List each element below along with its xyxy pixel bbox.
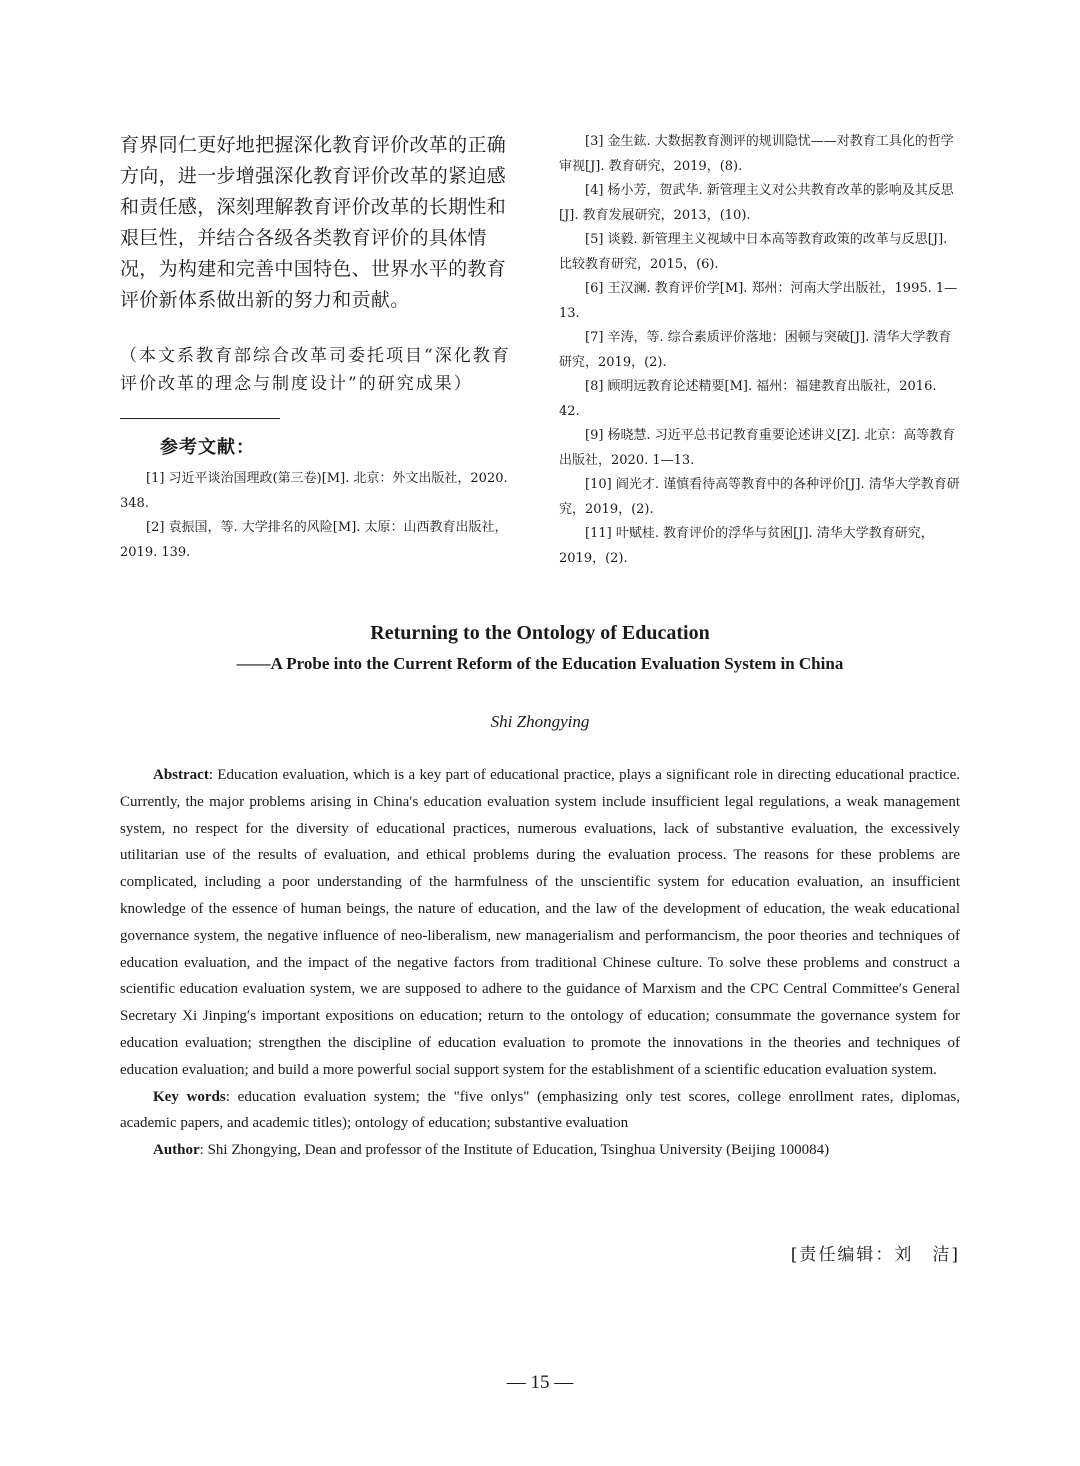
- abstract-paragraph: [120, 762, 960, 1084]
- abstract-label: Abstract: [153, 767, 209, 783]
- english-abstract-block: [120, 762, 960, 1164]
- english-title: Returning to the Ontology of Education: [370, 622, 710, 644]
- body-paragraph: 育界同仁更好地把握深化教育评价改革的正确方向，进一步增强深化教育评价改革的紧迫感和责任感，深刻理解教育评价改革的长期性和艰巨性，并结合各级各类教育评价的具体情况，为构建和完善中国特色、世界水平的教育评价新体系做出新的努力和贡献。: [120, 134, 507, 311]
- reference-item: [8] 顾明远教育论述精要[M]. 福州：福建教育出版社，2016. 42.: [559, 379, 937, 419]
- abstract-text: : Education evaluation, which is a key part of educational practice, plays a significant role in directing educational practice. Currently, the major problems arising in China′s education evaluation system include insufficient legal regulations, a weak management system, no respect for the diversity of educational practices, numerous evaluations, lack of substantive evaluation, the excessively utilitarian use of the results of evaluation, and ethical problems during the evaluation process. The reasons for these problems are complicated, including a poor understanding of the harmfulness of the unscientific system for education evaluation, an insufficient knowledge of the essence of human beings, the nature of education, and the law of the development of education, the weak educational governance system, the negative influence of neo-liberalism, new managerialism and performancism, the poor theories and techniques of education evaluation, and the impact of the negative factors from traditional Chinese culture. To solve these problems and construct a scientific education evaluation system, we are supposed to adhere to the guidance of Marxism and the CPC Central Committee′s General Secretary Xi Jinping′s important expositions on education; return to the ontology of education; consummate the governance system for education evaluation; strengthen the discipline of education evaluation to promote the innovations in the theories and techniques of education evaluation; and build a more powerful social support system for the establishment of a scientific education evaluation system.: [120, 767, 960, 1078]
- reference-item: [6] 王汉澜. 教育评价学[M]. 郑州：河南大学出版社，1995. 1—13.: [559, 281, 958, 321]
- author-paragraph: [120, 1137, 960, 1164]
- editor-note: [责任编辑：刘 洁]: [790, 1245, 960, 1265]
- reference-item: [1] 习近平谈治国理政(第三卷)[M]. 北京：外文出版社，2020. 348.: [120, 471, 508, 511]
- reference-item: [3] 金生鈜. 大数据教育测评的规训隐忧——对教育工具化的哲学审视[J]. 教育研究，2019，(8).: [559, 134, 954, 174]
- reference-item: [7] 辛涛，等. 综合素质评价落地：困顿与突破[J]. 清华大学教育研究，2019，(2).: [559, 330, 952, 370]
- author-label: Author: [153, 1142, 200, 1159]
- reference-item: [11] 叶赋桂. 教育评价的浮华与贫困[J]. 清华大学教育研究，2019，(2).: [559, 526, 934, 566]
- left-column: [120, 130, 522, 565]
- page-number: — 15 —: [506, 1372, 574, 1393]
- reference-item: [9] 杨晓慧. 习近平总书记教育重要论述讲义[Z]. 北京：高等教育出版社，2020. 1—13.: [559, 428, 956, 468]
- reference-item: [4] 杨小芳，贺武华. 新管理主义对公共教育改革的影响及其反思[J]. 教育发展研究，2013，(10).: [559, 183, 954, 223]
- reference-item: [5] 谈毅. 新管理主义视域中日本高等教育政策的改革与反思[J]. 比较教育研究，2015，(6).: [559, 232, 948, 272]
- project-note: （本文系教育部综合改革司委托项目“深化教育评价改革的理念与制度设计”的研究成果）: [120, 346, 511, 394]
- english-subtitle: ——A Probe into the Current Reform of the Education Evaluation System in China: [236, 654, 844, 673]
- keywords-text: : education evaluation system; the "five onlys" (emphasizing only test scores, college enrollment rates, diplomas, academic papers, and academic titles); ontology of education; substantive evaluation: [120, 1088, 961, 1132]
- reference-item: [10] 阎光才. 谨慎看待高等教育中的各种评价[J]. 清华大学教育研究，2019，(2).: [559, 477, 960, 517]
- divider: [120, 418, 280, 419]
- reference-item: [2] 袁振国，等. 大学排名的风险[M]. 太原：山西教育出版社，2019. 139.: [120, 520, 508, 560]
- keywords-paragraph: [120, 1084, 960, 1138]
- references-heading: 参考文献：: [160, 437, 255, 458]
- keywords-label: Key words: [153, 1088, 226, 1105]
- author-text: : Shi Zhongying, Dean and professor of the Institute of Education, Tsinghua University (Beijing 100084): [199, 1142, 830, 1159]
- english-author: Shi Zhongying: [490, 712, 590, 731]
- right-column: [559, 130, 961, 571]
